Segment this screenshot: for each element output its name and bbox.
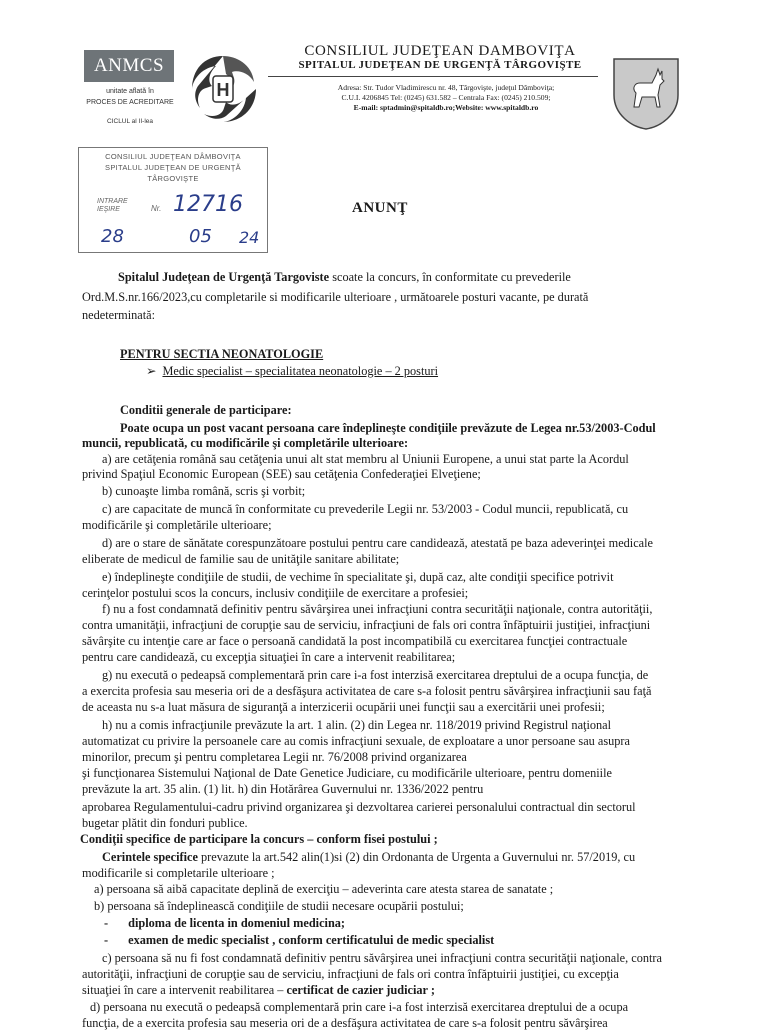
spec-c-criminal-record: certificat de cazier judiciar ;: [286, 983, 435, 997]
stamp-direction: [97, 198, 128, 214]
post-item: [146, 364, 768, 379]
stamp-month-handwritten: 05: [189, 226, 212, 247]
cond-b: b) cunoaşte limba română, scris şi vorbit;: [102, 484, 306, 498]
cond-d-line-2: eliberate de medicul de familie sau de unităţile sanitare abilitate;: [82, 552, 400, 566]
cond-g-line-3: de aceasta nu s-a luat măsura de siguranţă a interzicerii ocupării unei funcţii sau a exercitării unei profesii;: [82, 700, 605, 714]
spec-c-text: situaţiei în care a intervenit reabilitarea –: [82, 983, 287, 997]
cond-h-line-5: prevăzute la art. 35 alin. (1) lit. h) din Hotărârea Guvernului nr. 1336/2022 pentru: [82, 782, 484, 796]
spec-dash-1: [104, 916, 734, 931]
general-p1-line-2: muncii, republicată, cu modificările şi completările ulterioare:: [82, 436, 409, 450]
intro-hospital-name: Spitalul Judeţean de Urgenţă Targoviste: [118, 270, 330, 284]
hospital-cui-phone: C.U.I. 4206845 Tel: (0245) 631.582 – Centrala Fax: (0245) 210.509;: [341, 93, 551, 102]
intro-line-1: [118, 270, 718, 285]
stamp-iesire: IEŞIRE: [97, 206, 120, 213]
stamp-line-3: TÂRGOVIŞTE: [147, 174, 199, 183]
spec-c-line-1: c) persoana să nu fi fost condamnată definitiv pentru săvârşirea unei infracţiuni contra securităţii naţionale, contra: [102, 951, 662, 965]
accreditation-line-2: PROCES DE ACREDITARE: [86, 99, 174, 106]
intro-line-3: nedeterminată:: [82, 308, 156, 322]
spec-c-line-2: autorităţii, infracţiuni de corupţie sau de serviciu, infracţiuni de fals ori contra înfăptuirii justiţiei, cu excepţia: [82, 967, 619, 981]
specific-req-line-1: [102, 850, 712, 865]
spec-d-line-2: funcţia, de a exercita profesia sau meseria ori de a desfăşura activitatea de care s-a folosit pentru săvârşirea: [82, 1016, 608, 1030]
stamp-line-2: SPITALUL JUDEŢEAN DE URGENŢĂ: [105, 163, 241, 172]
general-conditions-heading: Conditii generale de participare:: [120, 403, 292, 417]
specific-conditions-heading: Condiţii specifice de participare la concurs – conform fisei postului ;: [80, 832, 438, 846]
stamp-intrare: INTRARE: [97, 198, 128, 205]
stamp-line-1: CONSILIUL JUDEŢEAN DÂMBOVIŢA: [105, 152, 241, 161]
cond-a-line-1: a) are cetăţenia română sau cetăţenia unui alt stat membru al Uniunii Europene, a unui stat parte la Acordul: [102, 452, 629, 466]
document-title: ANUNŢ: [352, 200, 408, 216]
cond-h-line-3: minorilor, precum şi pentru completarea Legii nr. 76/2008 privind organizarea: [82, 750, 467, 764]
header-divider: [268, 76, 598, 77]
specific-req-bold: Cerintele specifice: [102, 850, 198, 864]
cond-g-line-1: g) nu execută o pedeapsă complementară prin care i-a fost interzisă exercitarea dreptului de a ocupa funcţia, de: [102, 668, 649, 682]
hospital-address: Adresa: Str. Tudor Vladimirescu nr. 48, Târgovişte, judeţul Dâmboviţa;: [337, 83, 555, 92]
cond-f-line-1: f) nu a fost condamnată definitiv pentru săvârşirea unei infracţiuni contra securităţii naţionale, contra autorităţii,: [102, 602, 653, 616]
cond-e-line-2: cerinţelor postului scos la concurs, inclusiv condiţiile de exercitare a profesiei;: [82, 586, 469, 600]
cond-h-line-2: automatizat cu privire la persoanele care au comis infracţiuni sexuale, de exploatare a unor persoane sau asupra: [82, 734, 630, 748]
accreditation-cycle: CICLUL al II-lea: [107, 118, 153, 125]
intro-line-2: Ord.M.S.nr.166/2023,cu completarile si modificarile ulterioare , următoarele posturi vacante, pe durată: [82, 290, 589, 304]
dash-bullet: -: [104, 933, 109, 947]
cond-h-line-1: h) nu a comis infracţiunile prevăzute la art. 1 alin. (2) din Legea nr. 118/2019 privind Registrul naţional: [102, 718, 612, 732]
post-title: Medic specialist – specialitatea neonatologie – 2 posturi: [162, 364, 439, 378]
hospital-title: SPITALUL JUDEŢEAN DE URGENŢĂ TÂRGOVIŞTE: [298, 59, 582, 71]
spec-diploma: diploma de licenta in domeniul medicina;: [128, 916, 346, 930]
cond-e-line-1: e) îndeplineşte condiţiile de studii, de vechime în specialitate şi, după caz, alte condiţii specifice potrivit: [102, 570, 614, 584]
cond-f-line-4: pentru care candidează, cu excepţia situaţiei în care a intervenit reabilitarea;: [82, 650, 456, 664]
cond-d-line-1: d) are o stare de sănătate corespunzătoare postului pentru care candidează, atestată pe baza adeverinţei medicale: [102, 536, 654, 550]
registration-stamp: [78, 147, 268, 253]
bullet-arrow-icon: ➢: [146, 364, 157, 378]
cond-c-line-1: c) are capacitate de muncă în conformitate cu prevederile Legii nr. 53/2003 - Codul muncii, republicată, cu: [102, 502, 629, 516]
accreditation-line-1: unitate aflată în: [106, 88, 154, 95]
specific-req-text: prevazute la art.542 alin(1)si (2) din Ordonanta de Urgenta a Guvernului nr. 57/2019, cu: [197, 850, 636, 864]
anmcs-logo: ANMCS: [84, 50, 174, 82]
stamp-day-handwritten: 28: [101, 226, 124, 247]
stamp-nr-handwritten: 12716: [173, 192, 243, 217]
spec-dash-2: [104, 933, 734, 948]
dash-bullet: -: [104, 916, 109, 930]
spec-d-line-1: d) persoana nu execută o pedeapsă complementară prin care i-a fost interzisă exercitarea dreptului de a ocupa: [90, 1000, 629, 1014]
county-crest-icon: [612, 55, 680, 131]
spec-c-line-3: [82, 983, 712, 998]
cond-c-line-2: modificările şi completările ulterioare;: [82, 518, 272, 532]
stamp-year-handwritten: 24: [239, 228, 260, 247]
spec-exam: examen de medic specialist , conform certificatului de medic specialist: [128, 933, 495, 947]
council-title: CONSILIUL JUDEŢEAN DAMBOVIŢA: [304, 43, 576, 59]
cond-h-line-6: aprobarea Regulamentului-cadru privind organizarea şi dezvoltarea carierei personalului contractual din sectorul: [82, 800, 636, 814]
cond-a-line-2: privind Spaţiul Economic European (SEE) sau cetăţenia Confederaţiei Elveţiene;: [82, 467, 481, 481]
hospital-email-website: E-mail: sptadmin@spitaldb.ro;Website: www.spitaldb.ro: [353, 103, 539, 112]
svg-text:H: H: [216, 80, 230, 100]
spec-b: b) persoana să îndeplinească condiţiile de studii necesare ocupării postului;: [94, 899, 464, 913]
accreditation-status: [72, 86, 188, 108]
cond-f-line-2: contra umanităţii, infracţiuni de corupţie sau de serviciu, infracţiuni de fals ori contra înfăptuirii justiţiei, infracţiuni: [82, 618, 651, 632]
cond-h-line-4: şi funcţionarea Sistemului Naţional de Date Genetice Judiciare, cu modificările ulterioare, pentru domeniile: [82, 766, 612, 780]
cond-f-line-3: săvârşite cu intenţie care ar face o persoană candidată la post incompatibilă cu exercitarea funcţiei contractuale: [82, 634, 628, 648]
stamp-nr-label: Nr.: [151, 204, 162, 213]
spec-a: a) persoana să aibă capacitate deplină de exerciţiu – adeverinta care atesta starea de sanatate ;: [94, 882, 554, 896]
hospital-logo-icon: [186, 52, 260, 126]
section-heading: PENTRU SECTIA NEONATOLOGIE: [120, 347, 324, 361]
intro-text: scoate la concurs, în conformitate cu prevederile: [329, 270, 571, 284]
cond-h-line-7: bugetar plătit din fonduri publice.: [82, 816, 248, 830]
general-p1-line-1: Poate ocupa un post vacant persoana care îndeplineşte condiţiile prevăzute de Legea nr.53/2003-Codul: [120, 421, 656, 435]
specific-req-line-2: modificarile si completarile ulterioare ;: [82, 866, 275, 880]
cond-g-line-2: a exercita profesia sau meseria ori de a desfăşura activitatea de care s-a folosit pentru săvârşirea infracţiunii sau faţă: [82, 684, 652, 698]
